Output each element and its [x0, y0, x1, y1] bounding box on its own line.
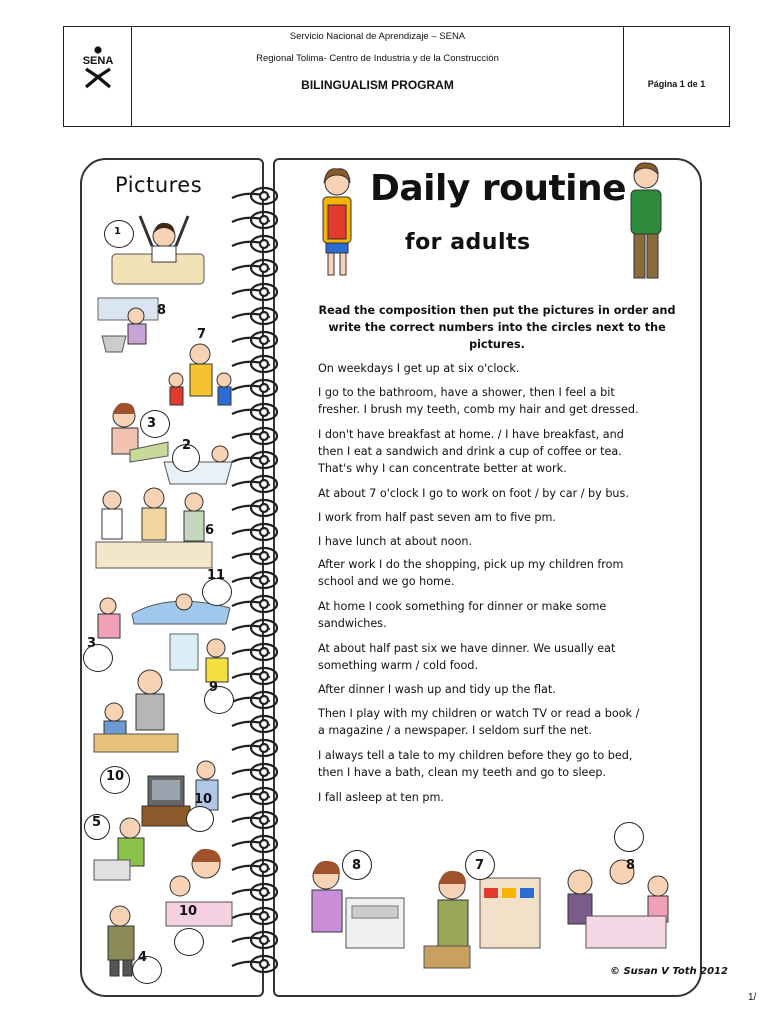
eating-together-illustration	[552, 856, 680, 956]
answer-number: 10	[179, 904, 198, 919]
spiral-hole	[260, 216, 268, 224]
composition-line: fresher. I brush my teeth, comb my hair and get dressed.	[318, 403, 639, 416]
answer-number: 8	[352, 858, 362, 873]
document-header	[63, 26, 730, 127]
composition-line: I always tell a tale to my children before they go to bed,	[318, 749, 633, 762]
copyright: © Susan V Toth 2012	[610, 966, 728, 977]
spiral-hole	[260, 312, 268, 320]
instructions: Read the composition then put the pictures in order and write the correct numbers into the circles next to the pictures.	[318, 304, 676, 351]
composition-line: After work I do the shopping, pick up my children from	[318, 558, 624, 571]
spiral-hole	[260, 576, 268, 584]
answer-circle[interactable]	[614, 822, 644, 852]
answer-number: 4	[138, 950, 148, 965]
answer-number: 5	[92, 815, 102, 830]
composition-line: sandwiches.	[318, 617, 387, 630]
regional-name: Regional Tolima- Centro de Industria y de la Construcción	[256, 53, 499, 64]
composition-line: I don't have breakfast at home. / I have breakfast, and	[318, 428, 624, 441]
composition-line: then I eat a sandwich and drink a cup of coffee or tea.	[318, 445, 622, 458]
spiral-hole	[260, 864, 268, 872]
spiral-hole	[260, 360, 268, 368]
composition-line: On weekdays I get up at six o'clock.	[318, 362, 520, 375]
worksheet-title: Daily routine	[370, 168, 627, 209]
composition-line: After dinner I wash up and tidy up the flat.	[318, 683, 556, 696]
composition-line: a magazine / a newspaper. I seldom surf the net.	[318, 724, 592, 737]
spiral-binding	[226, 186, 302, 976]
spiral-hole	[260, 624, 268, 632]
spiral-hole	[260, 720, 268, 728]
family-dinner-illustration	[90, 664, 182, 756]
spiral-hole	[260, 888, 268, 896]
spiral-hole	[260, 840, 268, 848]
spiral-hole	[260, 648, 268, 656]
composition-line: school and we go home.	[318, 575, 455, 588]
page-mark: 1/	[748, 992, 757, 1003]
spiral-hole	[260, 504, 268, 512]
sena-logo	[64, 27, 132, 126]
office-lunch-illustration	[92, 486, 216, 574]
spiral-hole	[260, 336, 268, 344]
answer-number: 7	[197, 327, 207, 342]
worksheet-subtitle: for adults	[405, 230, 531, 255]
composition-line: At about 7 o'clock I go to work on foot / by car / by bus.	[318, 487, 629, 500]
spiral-hole	[260, 408, 268, 416]
spiral-hole	[260, 192, 268, 200]
answer-circle[interactable]	[186, 806, 214, 832]
waking-up-illustration	[110, 206, 210, 288]
answer-number: 11	[207, 568, 226, 583]
spiral-hole	[260, 552, 268, 560]
supermarket-illustration	[420, 868, 544, 972]
composition-line: Then I play with my children or watch TV or read a book /	[318, 707, 640, 720]
org-name: Servicio Nacional de Aprendizaje – SENA	[289, 31, 466, 42]
composition-line: I go to the bathroom, have a shower, then I feel a bit	[318, 386, 615, 399]
page-label: Página 1 de 1	[647, 79, 706, 89]
spiral-hole	[260, 432, 268, 440]
composition-line: something warm / cold food.	[318, 659, 479, 672]
woman-character-illustration	[314, 165, 360, 280]
spiral-hole	[260, 480, 268, 488]
logo-text: SENA	[82, 55, 114, 67]
answer-number: 2	[182, 438, 192, 453]
answer-number: 8	[626, 858, 636, 873]
program-name: BILINGUALISM PROGRAM	[301, 78, 454, 92]
spiral-hole	[260, 288, 268, 296]
answer-number: 7	[475, 858, 485, 873]
answer-number: 10	[106, 769, 125, 784]
page-indicator	[624, 27, 729, 126]
spiral-hole	[260, 744, 268, 752]
answer-circle[interactable]	[174, 928, 204, 956]
spiral-hole	[260, 816, 268, 824]
composition-line: At home I cook something for dinner or make some	[318, 600, 607, 613]
children-pickup-illustration	[162, 340, 238, 414]
spiral-hole	[260, 912, 268, 920]
spiral-hole	[260, 264, 268, 272]
answer-number: 6	[205, 523, 215, 538]
spiral-hole	[260, 792, 268, 800]
spiral-hole	[260, 528, 268, 536]
spiral-hole	[260, 456, 268, 464]
spiral-hole	[260, 768, 268, 776]
composition-line: I fall asleep at ten pm.	[318, 791, 444, 804]
composition-line: I work from half past seven am to five pm.	[318, 511, 556, 524]
composition-line: then I have a bath, clean my teeth and go to sleep.	[318, 766, 606, 779]
answer-number: 8	[157, 303, 167, 318]
man-character-illustration	[622, 160, 670, 282]
spiral-hole	[260, 960, 268, 968]
spiral-hole	[260, 240, 268, 248]
spiral-hole	[260, 936, 268, 944]
answer-number: 9	[209, 680, 219, 695]
answer-number: 1	[114, 226, 121, 237]
answer-number: 3	[147, 416, 157, 431]
spiral-hole	[260, 384, 268, 392]
bedtime-story-illustration	[160, 846, 236, 930]
composition-line: That's why I can concentrate better at work.	[318, 462, 567, 475]
composition-line: I have lunch at about noon.	[318, 535, 473, 548]
spiral-hole	[260, 672, 268, 680]
answer-number: 10	[194, 792, 213, 807]
shopping-cart-illustration	[96, 296, 162, 362]
spiral-hole	[260, 600, 268, 608]
spiral-hole	[260, 696, 268, 704]
answer-number: 3	[87, 636, 97, 651]
composition-line: At about half past six we have dinner. We usually eat	[318, 642, 616, 655]
header-titles	[132, 27, 624, 126]
pictures-title: Pictures	[115, 173, 203, 197]
